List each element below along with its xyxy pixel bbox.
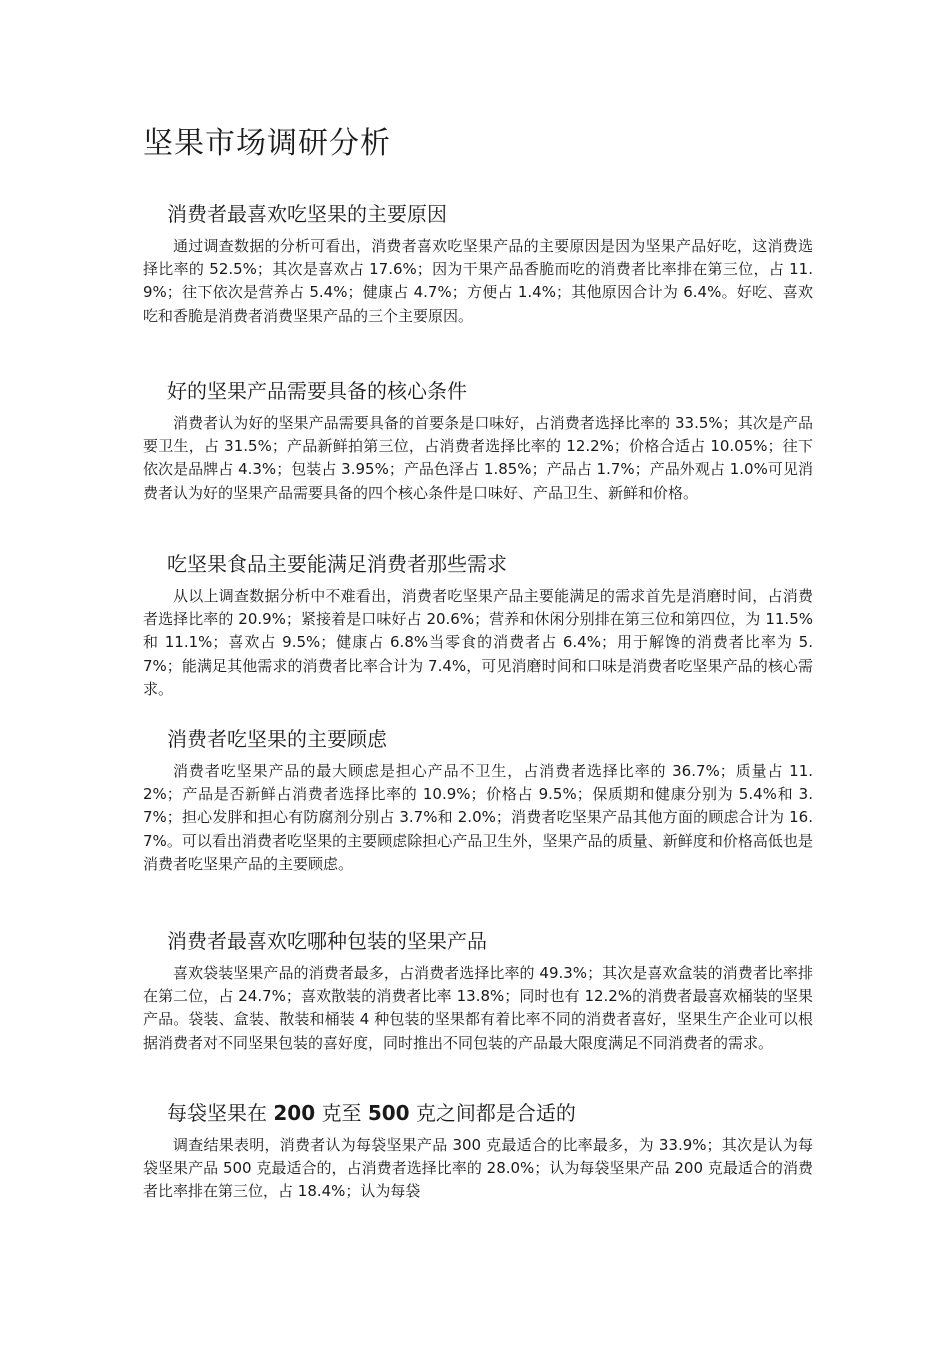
section-core-conditions [143, 376, 813, 505]
section-heading: 消费者吃坚果的主要顾虑 [167, 727, 387, 751]
section-paragraph: 从以上调查数据分析中不难看出，消费者吃坚果产品主要能满足的需求首先是消磨时间，占消费者选择比率的 20.9%；紧接着是口味好占 20.6%；营养和休闲分别排在第三位和第四位，为 11.5%和 11.1%；喜欢占 9.5%；健康占 6.8%当零食的消费者占 6.4%；用于解馋的消费者比率为 5.7%；能满足其他需求的消费者比率合计为 7.4%，可见消磨时间和口味是消费者吃坚果产品的核心需求。 [143, 587, 813, 698]
heading-number: 500 [367, 1101, 410, 1125]
section-paragraph: 调查结果表明，消费者认为每袋坚果产品 300 克最适合的比率最多，为 33.9%；其次是认为每袋坚果产品 500 克最适合的，占消费者选择比率的 28.0%；认为每袋坚果产品 200 克最适合的消费者比率排在第三位，占 18.4%；认为每袋 [143, 1136, 813, 1201]
heading-text: 克至 [315, 1101, 368, 1125]
heading-text: 克之间都是合适的 [409, 1101, 576, 1125]
heading-number: 200 [273, 1101, 316, 1125]
section-bag-weight [143, 1098, 813, 1204]
section-main-concerns [143, 724, 813, 876]
section-paragraph: 消费者吃坚果产品的最大顾虑是担心产品不卫生，占消费者选择比率的 36.7%；质量占 11.2%；产品是否新鲜占消费者选择比率的 10.9%；价格占 9.5%；保质期和健康分别为 5.4%和 3.7%；担心发胖和担心有防腐剂分别占 3.7%和 2.0%；消费者吃坚果产品其他方面的顾虑合计为 16.7%。可以看出消费者吃坚果的主要顾虑除担心产品卫生外，坚果产品的质量、新鲜度和价格高低也是消费者吃坚果产品的主要顾虑。 [143, 762, 813, 873]
section-heading [167, 1098, 813, 1128]
section-heading: 好的坚果产品需要具备的核心条件 [167, 379, 467, 403]
document-title: 坚果市场调研分析 [143, 126, 391, 161]
section-heading: 消费者最喜欢吃哪种包装的坚果产品 [167, 929, 487, 953]
section-packaging-preference [143, 926, 813, 1055]
heading-text: 每袋坚果在 [167, 1101, 274, 1125]
section-paragraph: 通过调查数据的分析可看出，消费者喜欢吃坚果产品的主要原因是因为坚果产品好吃，这消费选择比率的 52.5%；其次是喜欢占 17.6%；因为干果产品香脆而吃的消费者比率排在第三位，占 11.9%；往下依次是营养占 5.4%；健康占 4.7%；方便占 1.4%；其他原因合计为 6.4%。好吃、喜欢吃和香脆是消费者消费坚果产品的三个主要原因。 [143, 237, 813, 325]
section-paragraph: 喜欢袋装坚果产品的消费者最多，占消费者选择比率的 49.3%；其次是喜欢盒装的消费者比率排在第二位，占 24.7%；喜欢散装的消费者比率 13.8%；同时也有 12.2%的消费者最喜欢桶装的坚果产品。袋装、盒装、散装和桶装 4 种包装的坚果都有着比率不同的消费者喜好，坚果生产企业可以根据消费者对不同坚果包装的喜好度，同时推出不同包装的产品最大限度满足不同消费者的需求。 [143, 964, 813, 1052]
section-paragraph: 消费者认为好的坚果产品需要具备的首要条是口味好，占消费者选择比率的 33.5%；其次是产品要卫生，占 31.5%；产品新鲜拍第三位，占消费者选择比率的 12.2%；价格合适占 10.05%；往下依次是品牌占 4.3%；包装占 3.95%；产品色泽占 1.85%；产品占 1.7%；产品外观占 1.0%可见消费者认为好的坚果产品需要具备的四个核心条件是口味好、产品卫生、新鲜和价格。 [143, 414, 813, 502]
section-heading: 吃坚果食品主要能满足消费者那些需求 [167, 552, 507, 576]
section-main-reasons [143, 199, 813, 328]
section-heading: 消费者最喜欢吃坚果的主要原因 [167, 202, 447, 226]
section-consumer-needs [143, 549, 813, 701]
